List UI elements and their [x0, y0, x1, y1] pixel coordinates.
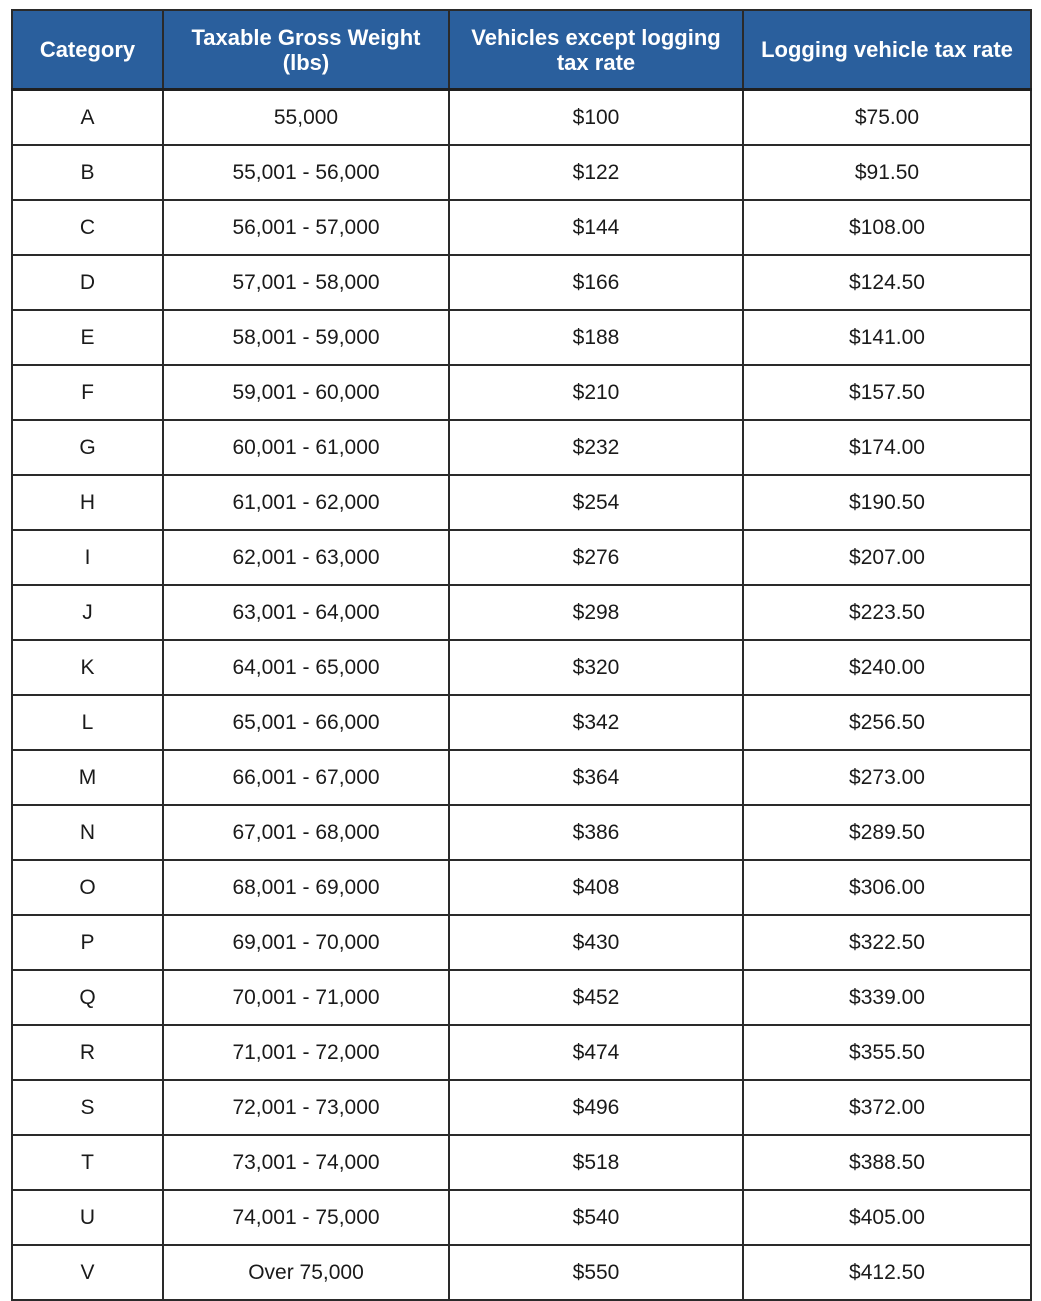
category-cell: O — [12, 860, 163, 915]
weight-cell: 58,001 - 59,000 — [163, 310, 449, 365]
logging-tax-rate-cell: $75.00 — [743, 90, 1031, 146]
weight-cell: 71,001 - 72,000 — [163, 1025, 449, 1080]
logging-tax-rate-cell: $412.50 — [743, 1245, 1031, 1300]
header-weight-line2: (lbs) — [282, 49, 330, 75]
category-cell: J — [12, 585, 163, 640]
category-cell: G — [12, 420, 163, 475]
logging-tax-rate-cell: $157.50 — [743, 365, 1031, 420]
table-row — [12, 420, 1031, 475]
tax-rate-cell: $518 — [449, 1135, 743, 1190]
table-row — [12, 365, 1031, 420]
tax-rate-cell: $254 — [449, 475, 743, 530]
logging-tax-rate-cell: $256.50 — [743, 695, 1031, 750]
weight-cell: 62,001 - 63,000 — [163, 530, 449, 585]
table-row — [12, 970, 1031, 1025]
tax-rate-table-container — [11, 9, 1030, 1301]
table-row — [12, 1135, 1031, 1190]
table-body — [12, 90, 1031, 1301]
table-row — [12, 640, 1031, 695]
tax-rate-cell: $276 — [449, 530, 743, 585]
tax-rate-cell: $342 — [449, 695, 743, 750]
table-row — [12, 860, 1031, 915]
table-row — [12, 255, 1031, 310]
table-row — [12, 1190, 1031, 1245]
tax-rate-cell: $430 — [449, 915, 743, 970]
category-cell: H — [12, 475, 163, 530]
header-vehicles-tax-rate — [449, 10, 743, 90]
tax-rate-cell: $364 — [449, 750, 743, 805]
category-cell: A — [12, 90, 163, 146]
table-row — [12, 805, 1031, 860]
table-row — [12, 530, 1031, 585]
tax-rate-cell: $320 — [449, 640, 743, 695]
table-row — [12, 145, 1031, 200]
weight-cell: 67,001 - 68,000 — [163, 805, 449, 860]
tax-rate-cell: $496 — [449, 1080, 743, 1135]
table-row — [12, 695, 1031, 750]
weight-cell: 74,001 - 75,000 — [163, 1190, 449, 1245]
logging-tax-rate-cell: $322.50 — [743, 915, 1031, 970]
tax-rate-cell: $188 — [449, 310, 743, 365]
logging-tax-rate-cell: $174.00 — [743, 420, 1031, 475]
table-row — [12, 475, 1031, 530]
table-row — [12, 1080, 1031, 1135]
logging-tax-rate-cell: $141.00 — [743, 310, 1031, 365]
header-weight-line1: Taxable Gross Weight — [191, 24, 421, 50]
tax-rate-cell: $144 — [449, 200, 743, 255]
weight-cell: 59,001 - 60,000 — [163, 365, 449, 420]
header-vehicles-line2: tax rate — [556, 49, 636, 75]
logging-tax-rate-cell: $207.00 — [743, 530, 1031, 585]
weight-cell: 64,001 - 65,000 — [163, 640, 449, 695]
tax-rate-cell: $550 — [449, 1245, 743, 1300]
header-logging-tax-rate — [743, 10, 1031, 90]
category-cell: V — [12, 1245, 163, 1300]
logging-tax-rate-cell: $273.00 — [743, 750, 1031, 805]
category-cell: K — [12, 640, 163, 695]
header-logging-label: Logging vehicle tax rate — [761, 37, 1013, 62]
weight-cell: 57,001 - 58,000 — [163, 255, 449, 310]
category-cell: U — [12, 1190, 163, 1245]
table-row — [12, 1025, 1031, 1080]
tax-rate-cell: $408 — [449, 860, 743, 915]
logging-tax-rate-cell: $240.00 — [743, 640, 1031, 695]
header-vehicles-line1: Vehicles except logging — [471, 24, 721, 50]
table-row — [12, 310, 1031, 365]
logging-tax-rate-cell: $108.00 — [743, 200, 1031, 255]
tax-rate-cell: $232 — [449, 420, 743, 475]
category-cell: S — [12, 1080, 163, 1135]
logging-tax-rate-cell: $388.50 — [743, 1135, 1031, 1190]
category-cell: D — [12, 255, 163, 310]
category-cell: T — [12, 1135, 163, 1190]
weight-cell: 65,001 - 66,000 — [163, 695, 449, 750]
tax-rate-cell: $122 — [449, 145, 743, 200]
weight-cell: 55,001 - 56,000 — [163, 145, 449, 200]
weight-cell: 61,001 - 62,000 — [163, 475, 449, 530]
weight-cell: 63,001 - 64,000 — [163, 585, 449, 640]
table-row — [12, 585, 1031, 640]
logging-tax-rate-cell: $124.50 — [743, 255, 1031, 310]
category-cell: M — [12, 750, 163, 805]
category-cell: L — [12, 695, 163, 750]
tax-rate-cell: $166 — [449, 255, 743, 310]
category-cell: C — [12, 200, 163, 255]
logging-tax-rate-cell: $339.00 — [743, 970, 1031, 1025]
tax-rate-cell: $474 — [449, 1025, 743, 1080]
header-category — [12, 10, 163, 90]
category-cell: P — [12, 915, 163, 970]
table-header — [12, 10, 1031, 90]
category-cell: I — [12, 530, 163, 585]
weight-cell: 72,001 - 73,000 — [163, 1080, 449, 1135]
weight-cell: 60,001 - 61,000 — [163, 420, 449, 475]
table-row — [12, 1245, 1031, 1300]
category-cell: B — [12, 145, 163, 200]
header-category-label: Category — [39, 37, 136, 62]
tax-rate-cell: $452 — [449, 970, 743, 1025]
logging-tax-rate-cell: $190.50 — [743, 475, 1031, 530]
tax-rate-cell: $210 — [449, 365, 743, 420]
weight-cell: 56,001 - 57,000 — [163, 200, 449, 255]
weight-cell: 73,001 - 74,000 — [163, 1135, 449, 1190]
category-cell: F — [12, 365, 163, 420]
weight-cell: Over 75,000 — [163, 1245, 449, 1300]
table-row — [12, 915, 1031, 970]
header-row — [12, 10, 1031, 90]
header-taxable-gross-weight — [163, 10, 449, 90]
tax-rate-cell: $540 — [449, 1190, 743, 1245]
category-cell: E — [12, 310, 163, 365]
logging-tax-rate-cell: $355.50 — [743, 1025, 1031, 1080]
tax-rate-table — [11, 9, 1032, 1301]
logging-tax-rate-cell: $405.00 — [743, 1190, 1031, 1245]
table-row — [12, 90, 1031, 146]
weight-cell: 66,001 - 67,000 — [163, 750, 449, 805]
category-cell: Q — [12, 970, 163, 1025]
logging-tax-rate-cell: $372.00 — [743, 1080, 1031, 1135]
tax-rate-cell: $100 — [449, 90, 743, 146]
logging-tax-rate-cell: $289.50 — [743, 805, 1031, 860]
category-cell: R — [12, 1025, 163, 1080]
table-row — [12, 200, 1031, 255]
table-row — [12, 750, 1031, 805]
category-cell: N — [12, 805, 163, 860]
tax-rate-cell: $298 — [449, 585, 743, 640]
logging-tax-rate-cell: $223.50 — [743, 585, 1031, 640]
tax-rate-cell: $386 — [449, 805, 743, 860]
logging-tax-rate-cell: $91.50 — [743, 145, 1031, 200]
weight-cell: 69,001 - 70,000 — [163, 915, 449, 970]
logging-tax-rate-cell: $306.00 — [743, 860, 1031, 915]
weight-cell: 70,001 - 71,000 — [163, 970, 449, 1025]
weight-cell: 55,000 — [163, 90, 449, 146]
weight-cell: 68,001 - 69,000 — [163, 860, 449, 915]
